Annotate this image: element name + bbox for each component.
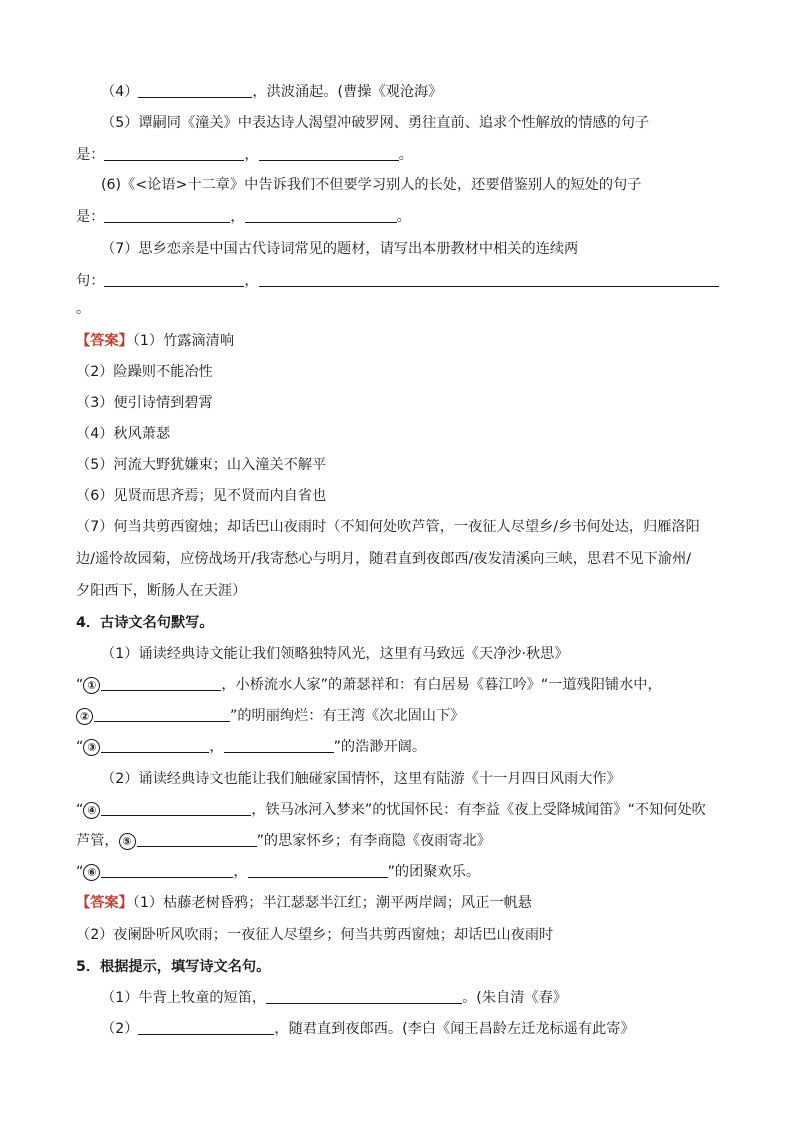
q4-part-1-prompt: （1）诵读经典诗文能让我们领略独特风光，这里有马致远《天净沙·秋思》 (101, 646, 569, 662)
q4-part-2-line-1: “ ④ ，铁马冰河入梦来”的忧国怀民：有李益《夜上受降城闻笛》“不知何处吹 (76, 802, 706, 818)
question-4-title: 4．古诗文名句默写。 (76, 615, 214, 631)
circled-number-4: ④ (83, 802, 100, 819)
q5-item-2: （2） ，随君直到夜郎西。(李白《闻王昌龄左迁龙标遥有此寄》 (101, 1021, 635, 1037)
answer-line: （2）夜阑卧听风吹雨；一夜征人尽望乡；何当共剪西窗烛；却话巴山夜雨时 (76, 927, 554, 943)
q3-item-5-blanks: 是： ， 。 (76, 147, 413, 163)
q4-part-1-line-1: “ ① ，小桥流水人家”的萧瑟祥和：有白居易《暮江吟》“一道残阳铺水中， (76, 677, 662, 693)
q3-item-7-blanks: 句： ， (76, 272, 726, 290)
answer-line: 边/遥怜故园菊，应傍战场开/我寄愁心与明月，随君直到夜郎西/夜发清溪向三峡，思君不见下渝州/ (76, 551, 691, 567)
answer-blank[interactable] (137, 832, 257, 847)
answer-blank[interactable] (104, 146, 244, 161)
answer-blank[interactable] (245, 208, 397, 223)
answer-line: 【答案】（1）竹露滴清响 (76, 333, 235, 349)
circled-number-1: ① (83, 677, 100, 694)
answer-line: （7）何当共剪西窗烛；却话巴山夜雨时（不知何处吹芦管，一夜征人尽望乡/乡书何处达，归雁洛阳 (76, 519, 700, 535)
q5-item-1: （1）牛背上牧童的短笛， 。(朱自清《春》 (101, 990, 567, 1006)
answer-blank[interactable] (248, 863, 388, 878)
answer-blank[interactable] (104, 272, 244, 287)
q4-part-2-line-3: “ ⑥ ， ”的团聚欢乐。 (76, 864, 481, 880)
answer-blank[interactable] (101, 676, 221, 691)
answer-line: （5）河流大野犹嫌束；山入潼关不解平 (76, 457, 327, 473)
q3-item-7-end: 。 (76, 301, 91, 317)
q3-item-6-blanks: 是： ， 。 (76, 209, 411, 225)
q3-item-6-prompt: (6)《<论语>十二章》中告诉我们不但要学习别人的长处，还要借鉴别人的短处的句子 (101, 177, 642, 193)
answer-tag: 【答案】 (76, 895, 133, 911)
answer-blank[interactable] (101, 801, 251, 816)
answer-blank[interactable] (224, 738, 334, 753)
q3-item-5-prompt: （5）谭嗣同《潼关》中表达诗人渴望冲破罗网、勇往直前、追求个性解放的情感的句子 (101, 115, 650, 131)
answer-blank[interactable] (259, 146, 399, 161)
circled-number-2: ② (76, 708, 93, 725)
q4-part-1-line-3: “ ③ ， ”的浩渺开阔。 (76, 739, 427, 755)
answer-line: 【答案】（1）枯藤老树昏鸦；半江瑟瑟半江红；潮平两岸阔；风正一帆悬 (76, 895, 532, 911)
answer-blank[interactable] (94, 707, 230, 722)
circled-number-3: ③ (83, 739, 100, 756)
q4-part-2-line-2: 芦管， ⑤ ”的思家怀乡；有李商隐《夜雨寄北》 (76, 833, 491, 849)
circled-number-5: ⑤ (119, 833, 136, 850)
answer-line: （2）险躁则不能冶性 (76, 364, 213, 380)
answer-tag: 【答案】 (76, 333, 133, 349)
q4-part-2-prompt: （2）诵读经典诗文也能让我们触碰家国情怀，这里有陆游《十一月四日风雨大作》 (101, 771, 621, 787)
q4-part-1-line-2: ② ”的明丽绚烂：有王湾《次北固山下》 (76, 707, 726, 725)
answer-line: （4）秋风萧瑟 (76, 426, 171, 442)
answer-blank[interactable] (104, 208, 230, 223)
answer-line: 夕阳西下，断肠人在天涯） (76, 583, 247, 599)
answer-blank[interactable] (138, 83, 252, 98)
answer-blank[interactable] (101, 738, 209, 753)
answer-blank[interactable] (259, 272, 719, 287)
q3-item-7-prompt: （7）思乡恋亲是中国古代诗词常见的题材，请写出本册教材中相关的连续两 (101, 241, 579, 257)
q3-item-4: （4） ，洪波涌起。(曹操《观沧海》 (101, 84, 443, 100)
answer-blank[interactable] (138, 1020, 274, 1035)
answer-line: （3）便引诗情到碧霄 (76, 395, 213, 411)
answer-blank[interactable] (266, 989, 462, 1004)
answer-blank[interactable] (101, 863, 233, 878)
question-5-title: 5．根据提示，填写诗文名句。 (76, 959, 271, 975)
circled-number-6: ⑥ (83, 864, 100, 881)
answer-line: （6）见贤而思齐焉；见不贤而内自省也 (76, 488, 327, 504)
